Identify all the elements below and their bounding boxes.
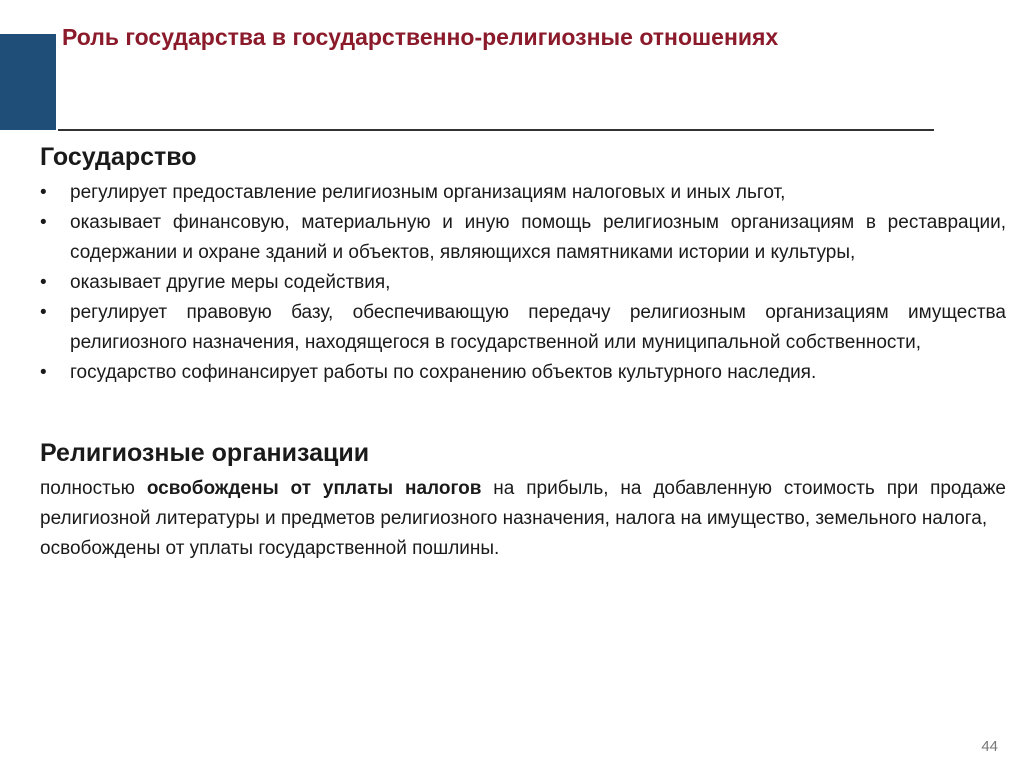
bullet-dot: • xyxy=(40,182,47,203)
bullet-item xyxy=(40,298,1006,358)
section-heading-orgs: Религиозные организации xyxy=(40,439,370,467)
paragraph-bold-text: освобождены от уплаты налогов xyxy=(146,478,482,499)
section-heading-state: Государство xyxy=(40,143,197,171)
paragraph-text: полностью xyxy=(40,478,147,499)
bullet-text: регулирует предоставление религиозным организациям налоговых и иных льгот, xyxy=(70,182,786,203)
title-divider xyxy=(58,129,934,131)
page-number: 44 xyxy=(981,738,998,755)
slide-title: Роль государства в государственно-религиозные отношениях xyxy=(62,24,779,50)
section-religious-orgs xyxy=(40,436,1006,564)
bullet-text: государство софинансирует работы по сохранению объектов культурного наследия. xyxy=(70,362,817,383)
tax-exemption-paragraph xyxy=(40,474,1006,564)
bullet-dot: • xyxy=(40,362,47,383)
state-bullet-list xyxy=(40,178,1006,388)
bullet-item xyxy=(40,178,1006,208)
paragraph-text: освобождены от уплаты государственной пошлины. xyxy=(40,538,500,559)
bullet-item xyxy=(40,358,1006,388)
slide-content xyxy=(40,140,1006,564)
bullet-item xyxy=(40,268,1006,298)
bullet-item xyxy=(40,208,1006,268)
title-accent-bar xyxy=(0,34,56,130)
bullet-text: оказывает другие меры содействия, xyxy=(70,272,391,293)
bullet-dot: • xyxy=(40,212,47,233)
bullet-text: оказывает финансовую, материальную и иную помощь религиозным организациям в реставрации, содержании и охране зданий и объектов, являющихся памятниками истории и культуры, xyxy=(70,212,1006,263)
bullet-dot: • xyxy=(40,302,47,323)
paragraph-text: на прибыль, на добавленную стоимость при продаже религиозной литературы и предметов религиозного назначения, налога на имущество, земельного налога, xyxy=(40,478,1007,529)
bullet-dot: • xyxy=(40,272,47,293)
bullet-text: регулирует правовую базу, обеспечивающую передачу религиозным организациям имущества религиозного назначения, находящегося в государственной или муниципальной собственности, xyxy=(70,302,1006,353)
